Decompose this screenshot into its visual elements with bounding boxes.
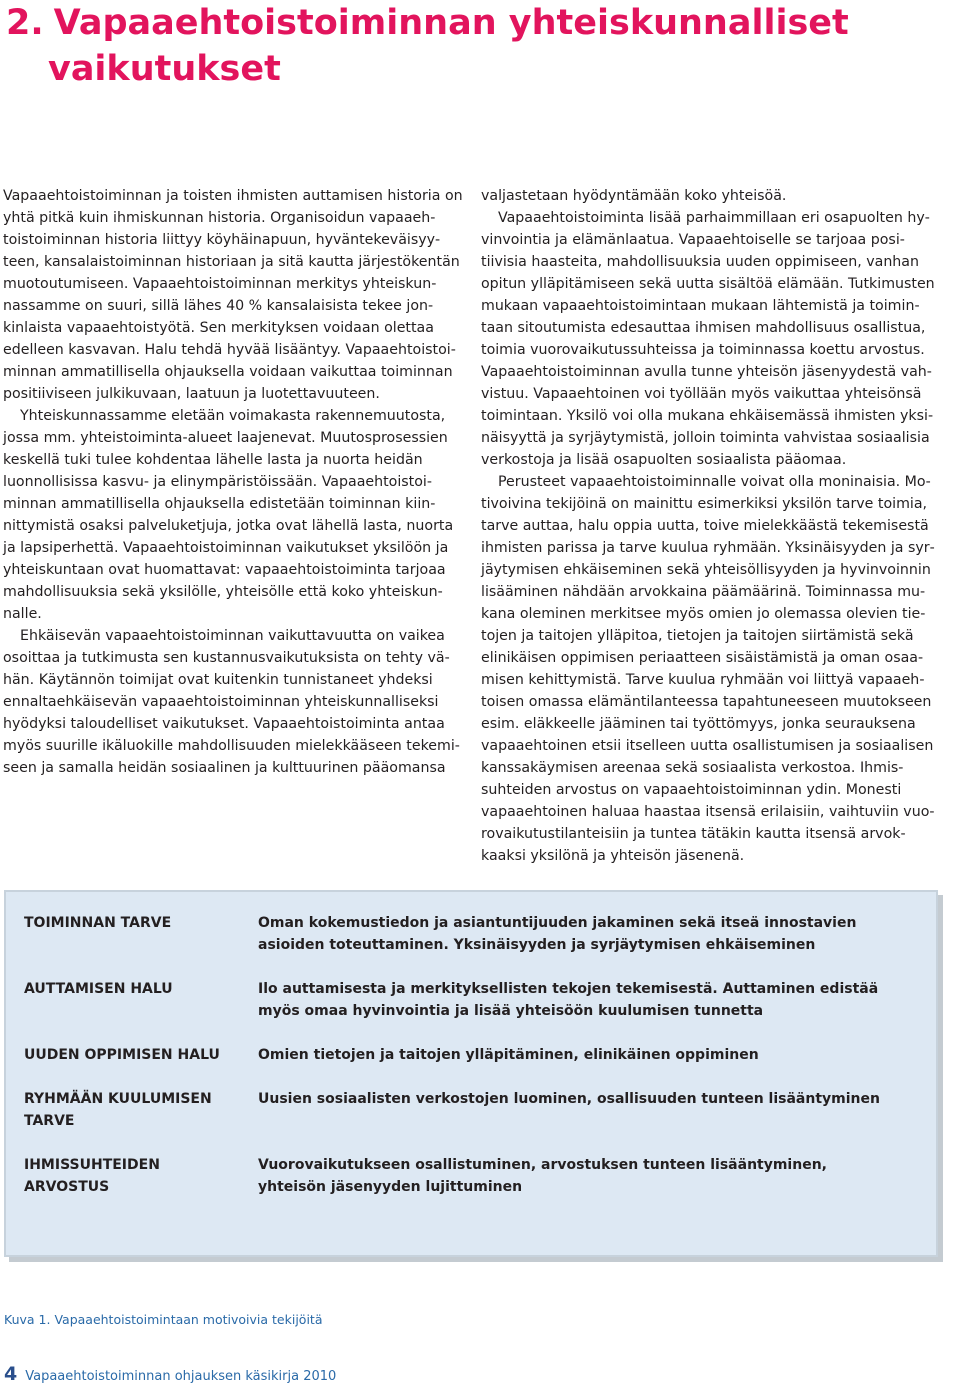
left-paragraph-1: Vapaaehtoistoiminnan ja toisten ihmisten auttamisen historia on yhtä pitkä kuin ihmiskunnan historia. Organisoidun vapaaehtoistoiminnan historia liittyy köyhäinapuun, hyväntekeväisyyteen, kansalaistoiminnan historiaan ja sitä kautta järjestökentän muotoutumiseen. Vapaaehtoistoiminnan merkitys yhteiskunnassamme on suuri, sillä lähes 40 % kansalaisista tekee jonkinlaista vapaaehtoistyötä. Sen merkityksen voidaan olettaa edelleen kasvavan. Halu tehdä hyvää lisääntyy. Vapaaehtoistoiminnan ammatillisella ohjauksella voidaan vaikuttaa toiminnan positiiviseen julkikuvaan, laatuun ja luotettavuuteen. [3, 188, 463, 402]
left-paragraph-3: Ehkäisevän vapaaehtoistoiminnan vaikuttavuutta on vaikea osoittaa ja tutkimusta sen kustannusvaikutuksista on tehty vähän. Käytännön toimijat ovat kuitenkin tunnistaneet yhdeksi ennaltaehkäisevän vapaaehtoistoiminnan yhteiskunnalliseksi hyödyksi taloudelliset vaikutukset. Vapaaehtoistoiminta antaa myös suurille ikäluokille mahdollisuuden mielekkääseen tekemiseen ja samalla heidän sosiaalinen ja kulttuurinen pääomansa [3, 628, 460, 776]
figure-caption-text: Vapaaehtoistoimintaan motivoivia tekijöitä [54, 1312, 323, 1327]
left-column [3, 185, 465, 779]
book-title: Vapaaehtoistoiminnan ohjauksen käsikirja 2010 [25, 1369, 337, 1384]
right-paragraph-2: Vapaaehtoistoiminta lisää parhaimmillaan eri osapuolten hyvinvointia ja elämänlaatua. Vapaaehtoiselle se tarjoaa positiivisia haasteita, mahdollisuuksia uuden oppimiseen, vanhan opitun ylläpitämiseen sekä uutta sisältöä elämään. Tutkimusten mukaan vapaaehtoistoimintaan mukaan lähtemistä ja toimintaan sitoutumista edesauttaa ihmisen mahdollisuus osallistua, toimia vuorovaikutussuhteissa ja toiminnassa koettu arvostus. Vapaaehtoistoiminnan avulla tunne yhteisön jäsenyydestä vahvistuu. Vapaaehtoinen voi työllään myös vaikuttaa yhteisönsä toimintaan. Yksilö voi olla mukana ehkäisemässä ihmisten yksinäisyyttä ja syrjäytymistä, jolloin toiminta vahvistaa sosiaalisia verkostoja ja lisää osapuolten sosiaalista pääomaa. [481, 210, 935, 468]
chapter-number: 2. [6, 3, 44, 43]
page-footer [4, 1363, 336, 1385]
title-line-2: vaikutukset [48, 49, 281, 89]
figure-row-key: AUTTAMISEN HALU [24, 981, 173, 997]
right-paragraph-1: valjastetaan hyödyntämään koko yhteisöä. [481, 188, 787, 204]
page-number: 4 [4, 1363, 18, 1385]
chapter-title [6, 0, 906, 92]
right-paragraph-3: Perusteet vapaaehtoistoiminnalle voivat olla moninaisia. Motivoivina tekijöinä on mainittu esimerkiksi yksilön tarve toimia, tarve auttaa, halu oppia uutta, toive mielekkäästä tekemisestä ihmisten parissa ja tarve kuulua ryhmään. Yksinäisyyden ja syrjäytymisen ehkäiseminen sekä yhteisöllisyyden ja hyvinvoinnin lisääminen nähdään arvokkaina päämäärinä. Toiminnassa mukana oleminen merkitsee myös omien jo olemassa olevien tietojen ja taitojen ylläpitoa, tietojen ja taitojen siirtämistä sekä elinikäisen oppimisen periaatteen sisäistämistä ja oman osaamisen kehittymistä. Tarve kuulua ryhmään voi liittyä vapaaehtoisen omassa elämäntilanteessa tapahtuneeseen muutokseen esim. eläkkeelle jääminen tai työttömyys, jonka seurauksena vapaaehtoinen etsii itselleen uutta osallistumisen ja sosiaalisen kanssakäymisen areenaa sekä sosiaalista verkostoa. Ihmissuhteiden arvostus on vapaaehtoistoiminnan ydin. Monesti vapaaehtoinen haluaa haastaa itsensä erilaisiin, vaihtuviin vuorovaikutustilanteisiin ja tuntea tätäkin kautta itsensä arvokkaaksi yksilönä ja yhteisön jäsenenä. [481, 474, 935, 864]
figure-row-value: Ilo auttamisesta ja merkityksellisten tekojen tekemisestä. Auttaminen edistää myös omaa hyvinvointia ja lisää yhteisöön kuulumisen tunnetta [258, 981, 879, 1019]
figure-row-key: TOIMINNAN TARVE [24, 915, 172, 931]
figure-row-value: Uusien sosiaalisten verkostojen luominen, osallisuuden tunteen lisääntyminen [258, 1091, 880, 1107]
title-line-1: Vapaaehtoistoiminnan yhteiskunnalliset [53, 3, 849, 43]
figure-row-key: IHMISSUHTEIDEN ARVOSTUS [24, 1157, 160, 1195]
figure-row-value: Omien tietojen ja taitojen ylläpitäminen, elinikäinen oppiminen [258, 1047, 759, 1063]
figure-caption [4, 1312, 322, 1327]
figure-row-key: UUDEN OPPIMISEN HALU [24, 1047, 220, 1063]
figure-row-value: Vuorovaikutukseen osallistuminen, arvostuksen tunteen lisääntyminen, yhteisön jäsenyyden lujittuminen [258, 1157, 827, 1195]
motivation-figure-panel [4, 890, 938, 1257]
figure-row-value: Oman kokemustiedon ja asiantuntijuuden jakaminen sekä itseä innostavien asioiden toteuttaminen. Yksinäisyyden ja syrjäytymisen ehkäiseminen [258, 915, 857, 953]
right-column [481, 185, 943, 867]
figure-row-key: RYHMÄÄN KUULUMISEN TARVE [24, 1091, 212, 1129]
left-paragraph-2: Yhteiskunnassamme eletään voimakasta rakennemuutosta, jossa mm. yhteistoiminta-alueet laajenevat. Muutosprosessien keskellä tuki tulee kohdentaa lähelle lasta ja nuorta heidän luonnollisissa kasvu- ja elinympäristöissään. Vapaaehtoistoiminnan ammatillisella ohjauksella edistetään toiminnan kiinnittymistä osaksi palveluketjuja, jotka ovat lähellä lasta, nuorta ja lapsiperhettä. Vapaaehtoistoiminnan vaikutukset yksilöön ja yhteiskuntaan ovat huomattavat: vapaaehtoistoiminta tarjoaa mahdollisuuksia sekä yksilölle, yhteisölle että koko yhteiskunnalle. [3, 408, 454, 622]
figure-caption-label: Kuva 1. [4, 1312, 51, 1327]
